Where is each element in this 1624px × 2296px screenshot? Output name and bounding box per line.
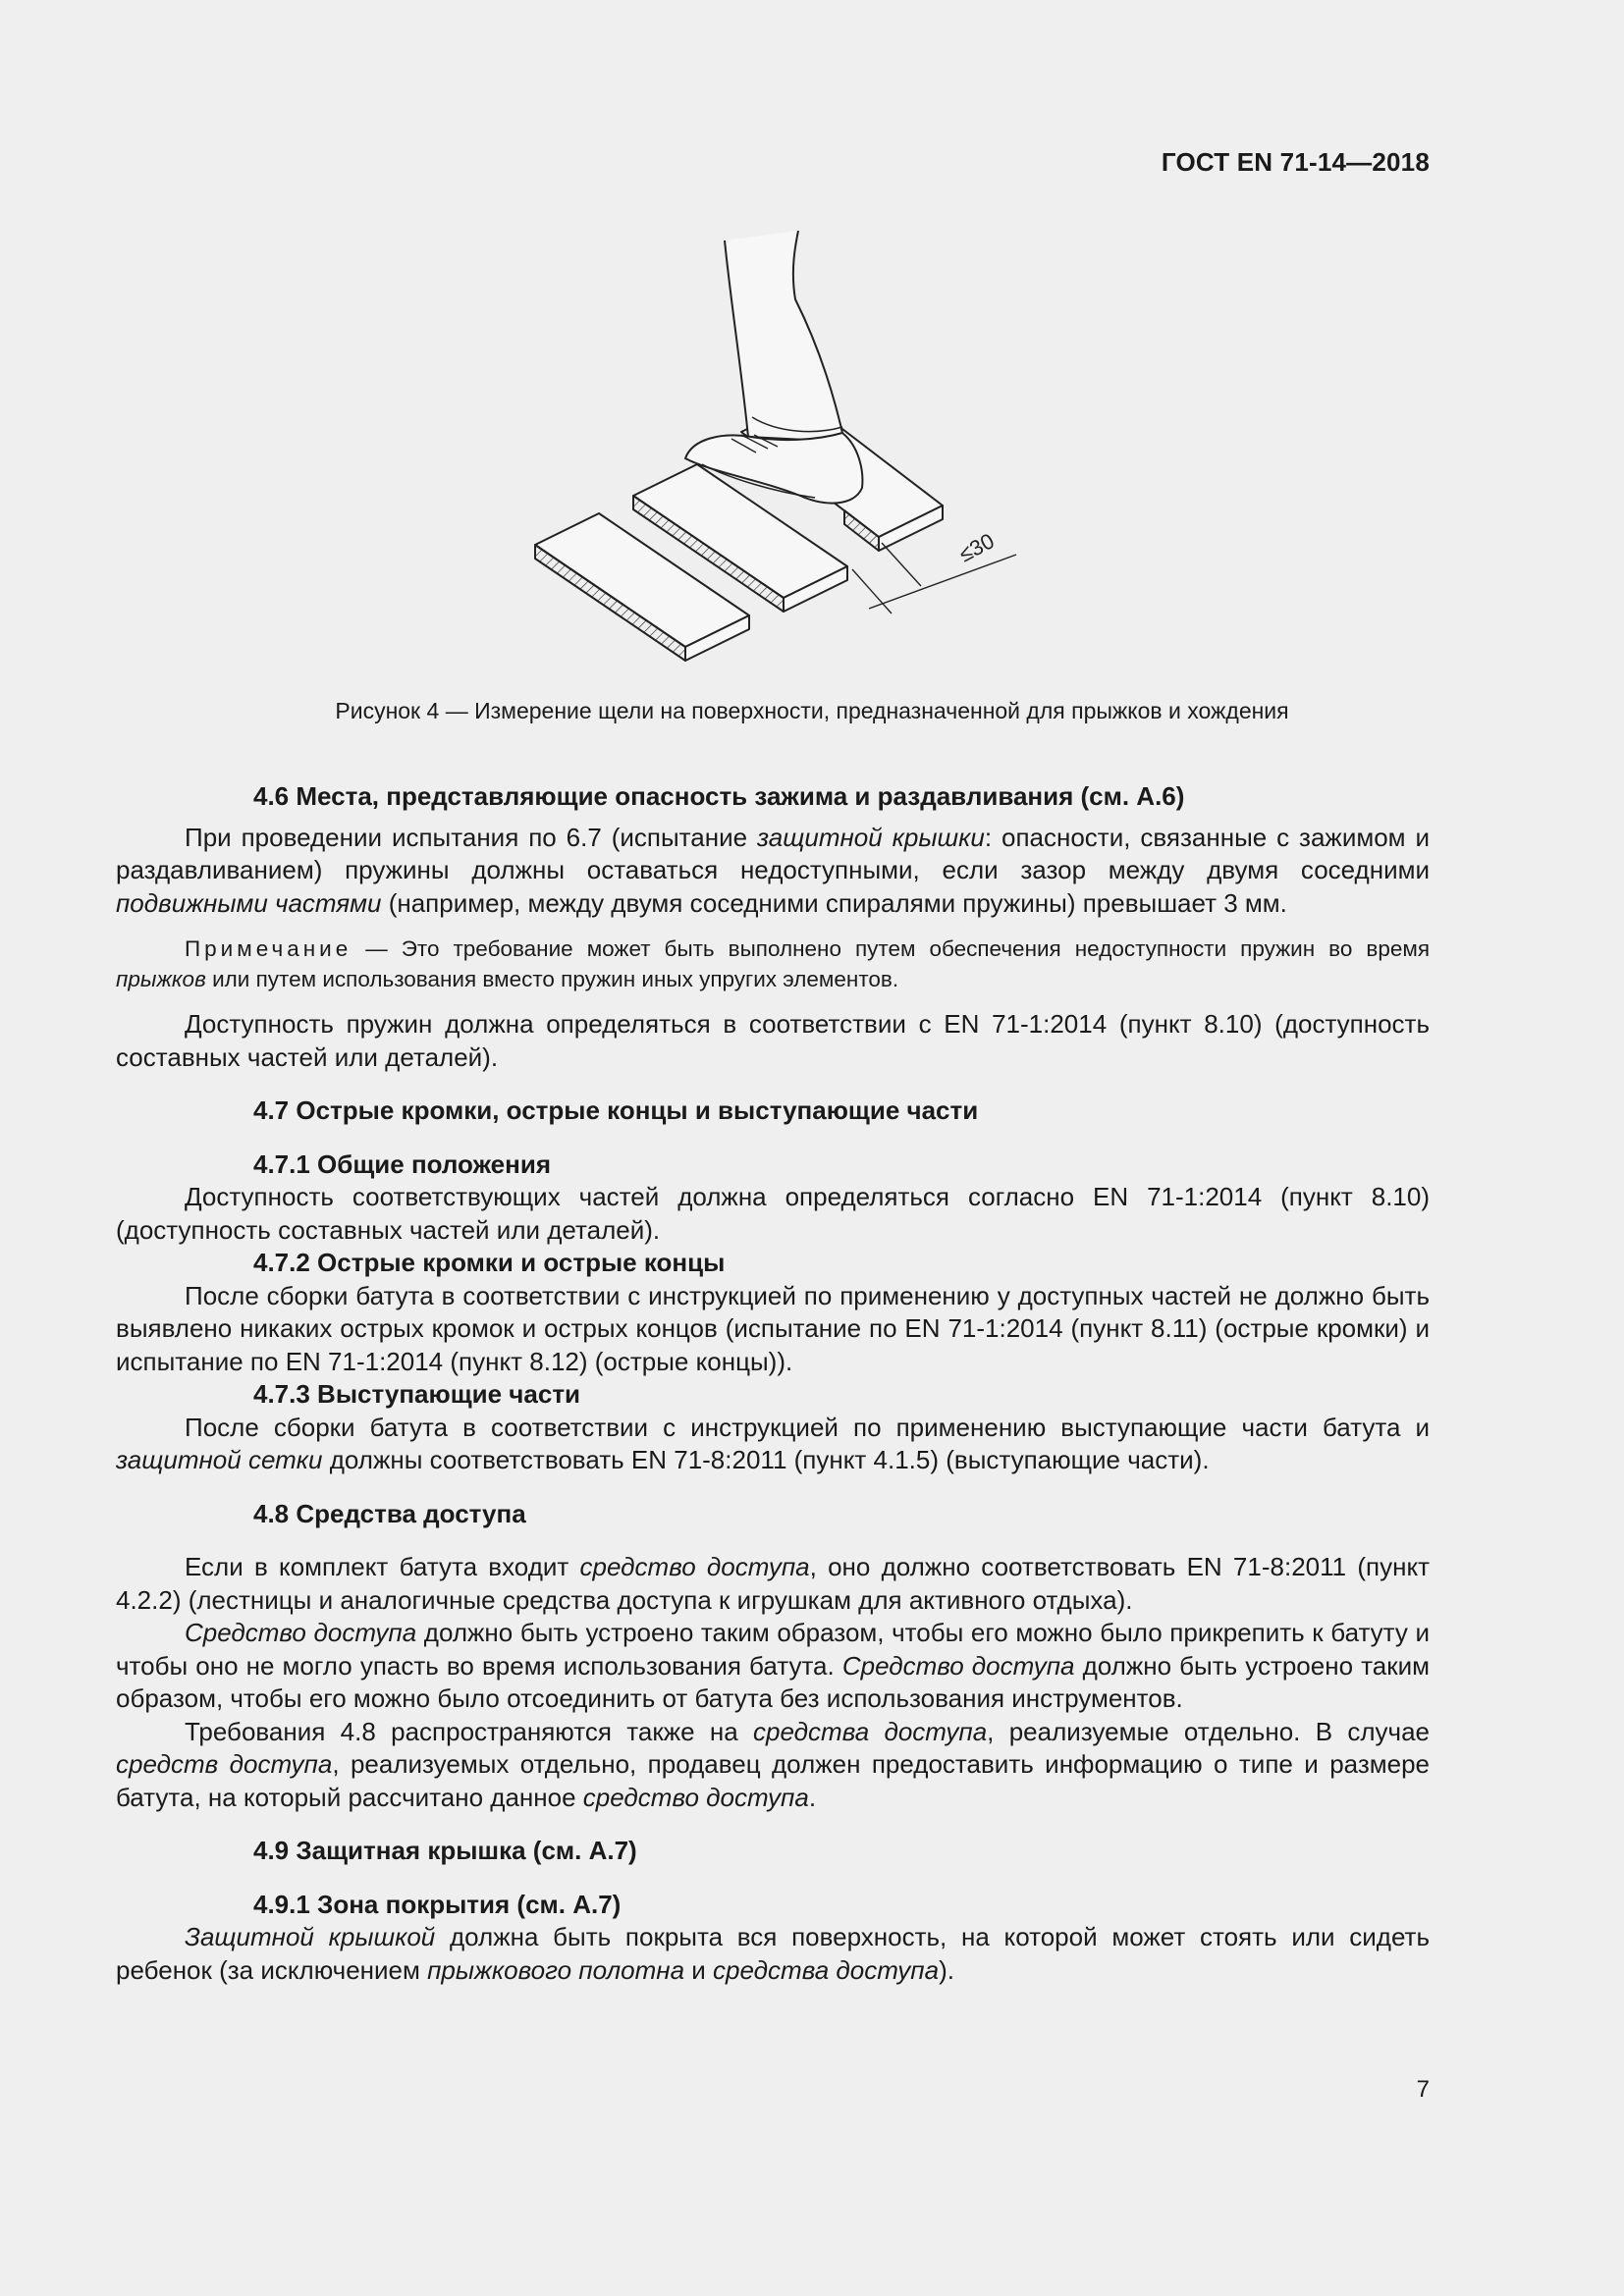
section-4-9-heading: 4.9 Защитная крышка (см. А.7) — [253, 1836, 637, 1865]
section-4-6-paragraph: При проведении испытания по 6.7 (испытание защитной крышки: опасности, связанные с зажимом и раздавливанием) пружины должны оставаться недоступными, если зазор между двумя соседними подвижными частями (например, между двумя соседними спиралями пружины) превышает 3 мм. — [116, 822, 1430, 918]
section-4-7-heading: 4.7 Острые кромки, острые концы и выступающие части — [253, 1095, 979, 1125]
section-4-7-3-heading: 4.7.3 Выступающие части — [253, 1379, 581, 1409]
section-4-8-paragraph-3: Требования 4.8 распространяются также на средства доступа, реализуемые отдельно. В случае средств доступа, реализуемых отдельно, продавец должен предоставить информацию о типе и размере батута, на который рассчитано данное средство доступа. — [116, 1716, 1430, 1812]
figure-4-gap-measurement — [520, 231, 1031, 663]
section-4-7-2-heading: 4.7.2 Острые кромки и острые концы — [253, 1248, 726, 1277]
section-4-7-1-paragraph: Доступность соответствующих частей должна определяться согласно EN 71-1:2014 (пункт 8.10) (доступность составных частей или деталей). — [116, 1182, 1430, 1245]
gap-measurement-illustration — [520, 231, 1031, 663]
section-4-7-1-heading: 4.7.1 Общие положения — [253, 1148, 551, 1179]
section-4-8-paragraph-1: Если в комплект батута входит средство доступа, оно должно соответствовать EN 71-8:2011 (пункт 4.2.2) (лестницы и аналогичные средства доступа к игрушкам для активного отдыха). — [116, 1552, 1431, 1615]
section-4-6-note: Примечание — Это требование может быть выполнено путем обеспечения недоступности пружин во время прыжков или путем использования вместо пружин иных упругих элементов. — [116, 936, 1430, 991]
document-code: ГОСТ EN 71-14—2018 — [1161, 147, 1430, 177]
gap-dimension-label: ≤30 — [954, 528, 999, 567]
figure-caption: Рисунок 4 — Измерение щели на поверхности, предназначенной для прыжков и хождения — [335, 698, 1289, 723]
section-4-6-accessibility: Доступность пружин должна определяться в соответствии с EN 71-1:2014 (пункт 8.10) (доступность составных частей или деталей). — [116, 1009, 1430, 1072]
section-4-9-1-heading: 4.9.1 Зона покрытия (см. А.7) — [253, 1889, 622, 1919]
section-4-7-3-paragraph: После сборки батута в соответствии с инструкцией по применению выступающие части батута и защитной сетки должны соответствовать EN 71-8:2011 (пункт 4.1.5) (выступающие части). — [116, 1412, 1430, 1474]
section-4-6-heading: 4.6 Места, представляющие опасность зажима и раздавливания (см. А.6) — [253, 781, 1185, 811]
section-4-8-paragraph-2: Средство доступа должно быть устроено таким образом, чтобы его можно было прикрепить к батуту и чтобы оно не могло упасть во время использования батута. Средство доступа должно быть устроено таким образом, чтобы его можно было отсоединить от батута без использования инструментов. — [116, 1618, 1430, 1713]
section-4-8-heading: 4.8 Средства доступа — [253, 1498, 526, 1528]
page-number: 7 — [1416, 2076, 1430, 2103]
document-body — [116, 780, 1430, 1987]
section-4-9-1-paragraph: Защитной крышкой должна быть покрыта вся поверхность, на которой может стоять или сидеть ребенок (за исключением прыжкового полотна и средства доступа). — [116, 1922, 1430, 1985]
section-4-7-2-paragraph: После сборки батута в соответствии с инструкцией по применению у доступных частей не должно быть выявлено никаких острых кромок и острых концов (испытание по EN 71-1:2014 (пункт 8.11) (острые кромки) и испытание по EN 71-1:2014 (пункт 8.12) (острые концы)). — [116, 1280, 1430, 1376]
